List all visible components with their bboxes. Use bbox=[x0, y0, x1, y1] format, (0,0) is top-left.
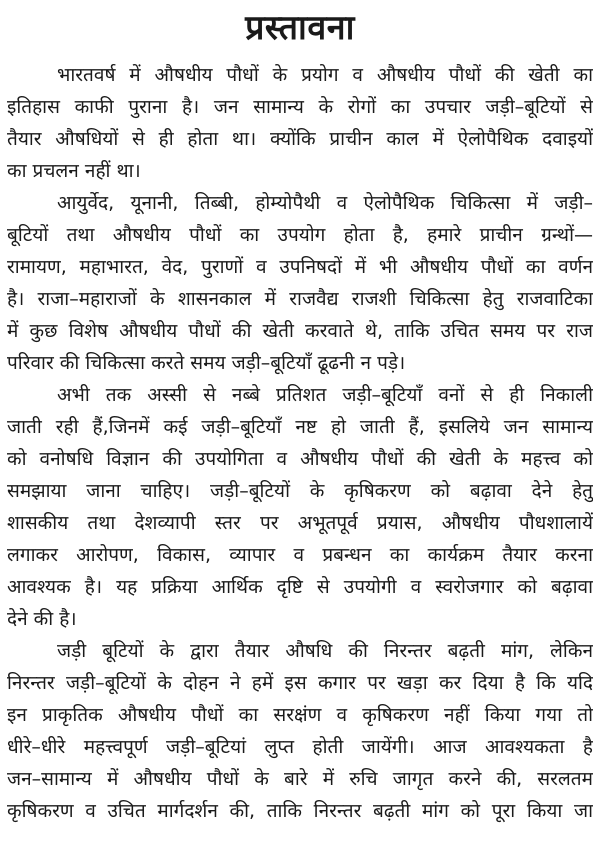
paragraph-3-line: को वनोषधि विज्ञान की उपयोगिता व औषधीय पौधों की खेती के महत्त्व को bbox=[7, 448, 593, 470]
paragraph-4-line: जन–सामान्य में औषधीय पौधों के बारे में रुचि जागृत करने की, सरलतम bbox=[7, 768, 593, 790]
paragraph-2-line: है। राजा–महाराजों के शासनकाल में राजवैद्य राजशी चिकित्सा हेतु राजवाटिका bbox=[7, 288, 593, 310]
page-title: प्रस्तावना bbox=[245, 8, 355, 48]
paragraph-1-line: का प्रचलन नहीं था। bbox=[7, 160, 141, 182]
paragraph-1-line: इतिहास काफी पुराना है। जन सामान्य के रोगों का उपचार जड़ी–बूटियों से bbox=[7, 96, 593, 118]
body-text bbox=[7, 59, 593, 827]
paragraph-4-line: धीरे–धीरे महत्त्वपूर्ण जड़ी–बूटियां लुप्त होती जायेंगी। आज आवश्यकता है bbox=[7, 736, 593, 758]
paragraph-3-line: जाती रही हैं,जिनमें कई जड़ी–बूटियाँ नष्ट हो जाती हैं, इसलिये जन सामान्य bbox=[7, 416, 593, 438]
paragraph-2-line: रामायण, महाभारत, वेद, पुराणों व उपनिषदों में भी औषधीय पौधों का वर्णन bbox=[7, 256, 593, 278]
paragraph-4-line: कृषिकरण व उचित मार्गदर्शन की, ताकि निरन्तर बढ़ती मांग को पूरा किया जा bbox=[7, 800, 593, 822]
paragraph-3-line: आवश्यक है। यह प्रक्रिया आर्थिक दृष्टि से उपयोगी व स्वरोजगार को बढ़ावा bbox=[7, 576, 593, 598]
paragraph-3-line: लगाकर आरोपण, विकास, व्यापार व प्रबन्धन का कार्यक्रम तैयार करना bbox=[7, 544, 593, 566]
paragraph-2-line: आयुर्वेद, यूनानी, तिब्बी, होम्योपैथी व ऐलोपैथिक चिकित्सा में जड़ी– bbox=[57, 192, 593, 214]
paragraph-3-line: अभी तक अस्सी से नब्बे प्रतिशत जड़ी–बूटियाँ वनों से ही निकाली bbox=[57, 384, 593, 406]
paragraph-2-line: में कुछ विशेष औषधीय पौधों की खेती करवाते थे, ताकि उचित समय पर राज bbox=[7, 320, 593, 342]
paragraph-3-line: शासकीय तथा देशव्यापी स्तर पर अभूतपूर्व प्रयास, औषधीय पौधशालायें bbox=[7, 512, 593, 534]
paragraph-2-line: बूटियों तथा औषधीय पौधों का उपयोग होता है, हमारे प्राचीन ग्रन्थों— bbox=[7, 224, 593, 246]
paragraph-2-line: परिवार की चिकित्सा करते समय जड़ी–बूटियाँ ढूढनी न पड़े। bbox=[7, 352, 406, 374]
paragraph-1-line: भारतवर्ष में औषधीय पौधों के प्रयोग व औषधीय पौधों की खेती का bbox=[57, 64, 593, 86]
paragraph-3-line: देने की है। bbox=[7, 608, 77, 630]
paragraph-3-line: समझाया जाना चाहिए। जड़ी–बूटियों के कृषिकरण को बढ़ावा देने हेतु bbox=[7, 480, 593, 502]
paragraph-4-line: निरन्तर जड़ी–बूटियों के दोहन ने हमें इस कगार पर खड़ा कर दिया है कि यदि bbox=[7, 672, 593, 694]
paragraph-1-line: तैयार औषधियों से ही होता था। क्योंकि प्राचीन काल में ऐलोपैथिक दवाइयों bbox=[7, 128, 593, 150]
paragraph-4-line: जड़ी बूटियों के द्वारा तैयार औषधि की निरन्तर बढ़ती मांग, लेकिन bbox=[57, 640, 593, 662]
paragraph-4-line: इन प्राकृतिक औषधीय पौधों का सरक्षंण व कृषिकरण नहीं किया गया तो bbox=[7, 704, 593, 726]
